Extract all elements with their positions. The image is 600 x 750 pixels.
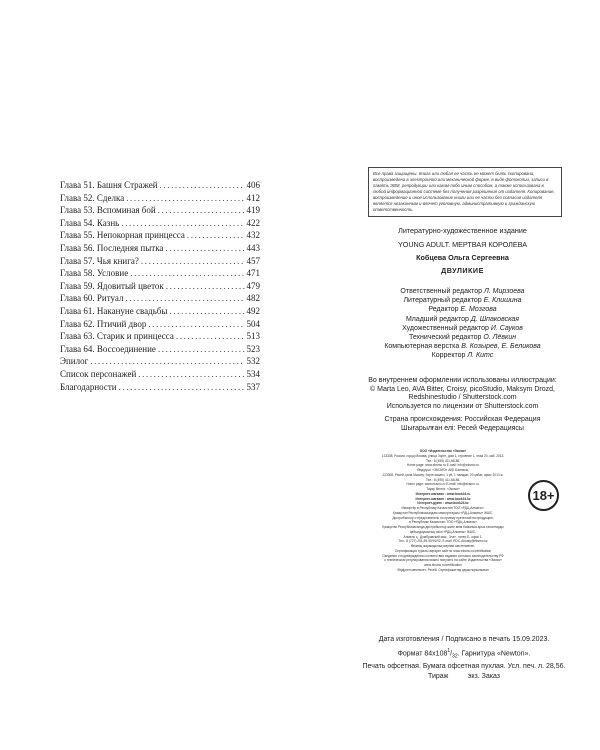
toc-entry	[60, 281, 260, 294]
print-format-line: Формат $84х108^1/_{32}$. Гарнитура «Newton».	[397, 647, 531, 660]
author-name: Кобцева Ольга Сергеевна	[416, 253, 509, 262]
credit-name: И. Сауков	[490, 324, 523, 332]
credit-line	[355, 315, 570, 324]
toc-entry	[60, 293, 260, 306]
credit-role: Компьютерная верстка	[384, 343, 460, 351]
toc-entry-title: Глава 51. Башня Стражей	[60, 180, 158, 190]
toc-leader-dots	[158, 344, 245, 354]
country-of-origin	[355, 415, 570, 433]
toc-leader-dots	[169, 306, 244, 316]
publisher-line: Дистрибьютор и представитель по приему претензий на продукцию,	[392, 515, 494, 520]
publisher-info	[370, 449, 516, 573]
toc-entry	[60, 256, 260, 269]
publisher-line: www.eksmo.ru/certification	[424, 563, 462, 567]
toc-leader-dots	[187, 230, 245, 240]
toc-entry-title: Глава 56. Последняя пытка	[60, 242, 164, 253]
publisher-line: о техническом регулировании можно получить на сайте Издательства «Эксмо»	[384, 558, 502, 563]
credit-role: Ответственный редактор	[400, 288, 483, 295]
publisher-line: ООО «Издательство «Эксмо»	[419, 449, 467, 453]
toc-entry	[60, 344, 260, 357]
credit-name: Д. Шпаковская	[470, 315, 520, 323]
toc-leader-dots	[166, 281, 245, 291]
publisher-line: Тауар белгісі: «Эксмо»	[426, 487, 460, 491]
print-info	[348, 635, 580, 683]
toc-entry-title: Глава 63. Старик и принцесса	[60, 331, 174, 342]
origin-line: Страна происхождения: Российская Федерация	[384, 416, 541, 423]
toc-entry-page: 412	[246, 192, 260, 203]
print-date-line: Дата изготовления / Подписано в печать 15.09.2023.	[378, 636, 550, 643]
toc-entry	[60, 331, 260, 344]
publisher-line: Алматы қ., Домбровский көш., 3«а», литер Б, офис 1.	[403, 534, 483, 539]
publisher-line: Сертификация туралы ақпарат сайтта: www.eksmo.ru/certification	[394, 548, 492, 553]
publisher-line: в Республике Казахстан: ТОО «РДЦ-Алматы»	[409, 520, 477, 525]
toc-entry	[60, 193, 260, 206]
toc-entry-page: 422	[246, 217, 260, 228]
publisher-line: Өндіруші: «ЭКСМО» АҚБ Баспасы,	[417, 468, 469, 472]
print-run-line: Тираж экз. Заказ	[428, 673, 500, 681]
credit-line	[355, 287, 570, 296]
toc-entry	[60, 382, 260, 395]
toc-entry	[60, 369, 260, 382]
toc-entry-page: 432	[246, 230, 260, 241]
toc-entry-page: 443	[246, 242, 260, 253]
credit-role: Младший редактор	[405, 315, 469, 323]
toc-entry-page: 523	[246, 343, 260, 354]
publisher-line: Интернет-дүкен : www.book24.kz	[417, 501, 469, 506]
illustration-line: © Marta Leo, AVA Bitter, Croisy, picoStudio, Maksym Drozd,	[370, 385, 555, 393]
toc-entry-title: Глава 64. Воссоединение	[60, 343, 156, 354]
print-paper-line: Печать офсетная. Бумага офсетная пухлая. Усл. печ. л. 28,56.	[362, 662, 566, 670]
book-title: ДВУЛИКИЕ	[441, 266, 484, 275]
illustration-line: Используется по лицензии от Shutterstock.com	[386, 402, 539, 410]
toc-leader-dots	[160, 180, 245, 190]
toc-leader-dots	[148, 319, 244, 329]
publisher-line: Қазақстан Республикасындағы импорттаушы «РДЦ-Алматы» ЖШС.	[392, 510, 494, 515]
credit-role: Редактор	[428, 306, 459, 314]
toc-entry-page: 534	[246, 368, 260, 379]
toc-entry-title: Глава 58. Условие	[60, 268, 129, 279]
toc-leader-dots	[119, 382, 245, 392]
credit-line	[355, 351, 570, 360]
toc-entry-page: 419	[246, 205, 260, 216]
publisher-line: Қазақстан Республикасында дистрибьютор және өнім бойынша арыз-талаптарды	[382, 525, 504, 529]
toc-entry-title: Глава 59. Ядовитый цветок	[60, 280, 164, 291]
credit-line	[355, 324, 570, 333]
toc-entry	[60, 205, 260, 218]
toc-leader-dots	[90, 356, 244, 366]
toc-entry-page: 482	[246, 293, 260, 304]
toc-leader-dots	[125, 293, 244, 303]
toc-entry-page: 504	[246, 318, 260, 329]
toc-entry	[60, 306, 260, 319]
toc-entry-page: 457	[246, 255, 260, 266]
toc-leader-dots	[121, 218, 244, 228]
toc-leader-dots	[141, 256, 245, 266]
illustration-line: Во внутреннем оформлении использованы иллюстрации:	[368, 377, 557, 384]
publisher-line: Интернет-магазин : www.book24.ru	[415, 491, 471, 496]
toc-entry-title: Глава 57. Чья книга?	[60, 255, 139, 266]
credit-role: Технический редактор	[408, 334, 482, 342]
toc-entry-page: 532	[246, 356, 260, 367]
toc-entry-page: 406	[246, 180, 260, 190]
toc-leader-dots	[130, 268, 244, 278]
credit-name: Е. Мозгова	[460, 306, 497, 314]
editorial-credits	[355, 287, 570, 361]
edition-type: Литературно-художественное издание	[398, 226, 527, 235]
toc-entry-title: Глава 61. Накануне свадьбы	[60, 305, 168, 316]
credit-line	[355, 296, 570, 305]
publisher-line: Сведения о подтверждении соответствия издания согласно законодательству РФ	[382, 553, 504, 558]
toc-entry	[60, 319, 260, 332]
toc-entry-title: Глава 60. Ритуал	[60, 293, 124, 304]
series-name: YOUNG ADULT. МЕРТВАЯ КОРОЛЕВА	[397, 240, 528, 249]
age-rating-badge: 18+	[528, 480, 559, 511]
credit-role: Художественный редактор	[402, 324, 489, 332]
credit-name: Е. Клишина	[483, 297, 522, 305]
publisher-line: 123308, Ресей, қала Мәскеу, Зорге көшесі, 1 үй, 1 ғимарат, 20 қабат, офис 2013 ж.	[382, 472, 504, 477]
toc-entry-title: Глава 53. Вспоминая бой	[60, 205, 156, 216]
publisher-line: Home page: www.eksmo.ru E-mail: info@eksmo.ru.	[406, 482, 480, 487]
toc-entry-title: Эпилог	[60, 356, 89, 367]
credit-name: Л. Китс	[467, 352, 494, 360]
toc-entry-page: 513	[246, 331, 260, 342]
credit-line	[355, 333, 570, 342]
publisher-line: Импортёр в Республику Казахстан ТОО «РДЦ-Алматы».	[401, 506, 485, 510]
publisher-line: Өнімнің жарамдылық мерзімі шектелмеген.	[410, 544, 476, 548]
toc-entry	[60, 230, 260, 243]
toc-entry-page: 537	[246, 381, 260, 392]
toc-leader-dots	[126, 193, 244, 203]
publisher-line: Тел.: 8 (495) 411-68-86.	[425, 477, 461, 482]
publisher-line: 123308, Россия, город Москва, улица Зорге, дом 1, строение 1, этаж 20, каб. 2013.	[381, 453, 505, 458]
credit-name: В. Козырев, Е. Беликова	[461, 343, 541, 351]
credit-name: О. Лёвкин	[483, 334, 517, 342]
toc-entry	[60, 218, 260, 231]
credit-line	[355, 305, 570, 314]
toc-entry-title: Глава 52. Сделка	[60, 192, 125, 203]
toc-entry-title: Список персонажей	[60, 368, 137, 379]
toc-entry-page: 492	[246, 305, 260, 316]
toc-entry-title: Глава 55. Непокорная принцесса	[60, 230, 185, 241]
publisher-line: Өндірген мемлекет: Ресей. Сертификаттау қарастырылмаған	[397, 567, 489, 572]
publisher-line: қабылдаушының өкілі «РДЦ-Алматы» ЖШС,	[410, 529, 476, 534]
illustration-line: Redshinestudio / Shutterstock.com	[408, 394, 517, 402]
toc-entry	[60, 356, 260, 369]
toc-leader-dots	[176, 331, 245, 341]
toc-entry-page: 471	[246, 268, 260, 279]
toc-entry	[60, 243, 260, 256]
rights-notice: Все права защищены. Книга или любая ее часть не может быть скопирована, воспроизведена в электронной или механической форме, в виде фотокопии, записи в память ЭВМ, репродукции или каким-либо иным способом, а также использована в любой информационной системе без получения разрешения от издателя. Копирование, воспроизведение и иное использование книги или ее части без согласия издателя является незаконным и влечет уголовную, административную и гражданскую ответственность.	[368, 167, 562, 217]
credit-line	[355, 342, 570, 351]
publisher-line: Интернет-магазин : www.book24.kz	[415, 496, 471, 501]
toc-entry-title: Глава 54. Казнь	[60, 217, 120, 228]
publisher-line: Тел.: 8 (727) 251-59-90/91/92; E-mail: RDC-Almaty@eksmo.kz	[398, 539, 488, 544]
credit-name: Л. Мирзоева	[483, 288, 525, 295]
toc-leader-dots	[165, 243, 244, 253]
credit-role: Корректор	[431, 352, 466, 360]
publisher-line: Тел.: 8 (495) 411-68-86.	[425, 458, 461, 463]
toc-entry	[60, 268, 260, 281]
illustration-credits	[355, 377, 570, 411]
origin-line: Шығарылған елі: Ресей Федерациясы	[401, 425, 524, 432]
toc-entry-title: Благодарности	[60, 381, 117, 392]
toc-leader-dots	[138, 369, 244, 379]
credit-role: Литературный редактор	[403, 297, 482, 305]
toc-entry	[60, 180, 260, 193]
toc-leader-dots	[158, 205, 245, 215]
table-of-contents	[60, 180, 260, 394]
toc-entry-title: Глава 62. Птичий двор	[60, 318, 147, 329]
toc-entry-page: 479	[246, 280, 260, 291]
publisher-line: Home page: www.eksmo.ru E-mail: info@eksmo.ru	[406, 463, 480, 468]
